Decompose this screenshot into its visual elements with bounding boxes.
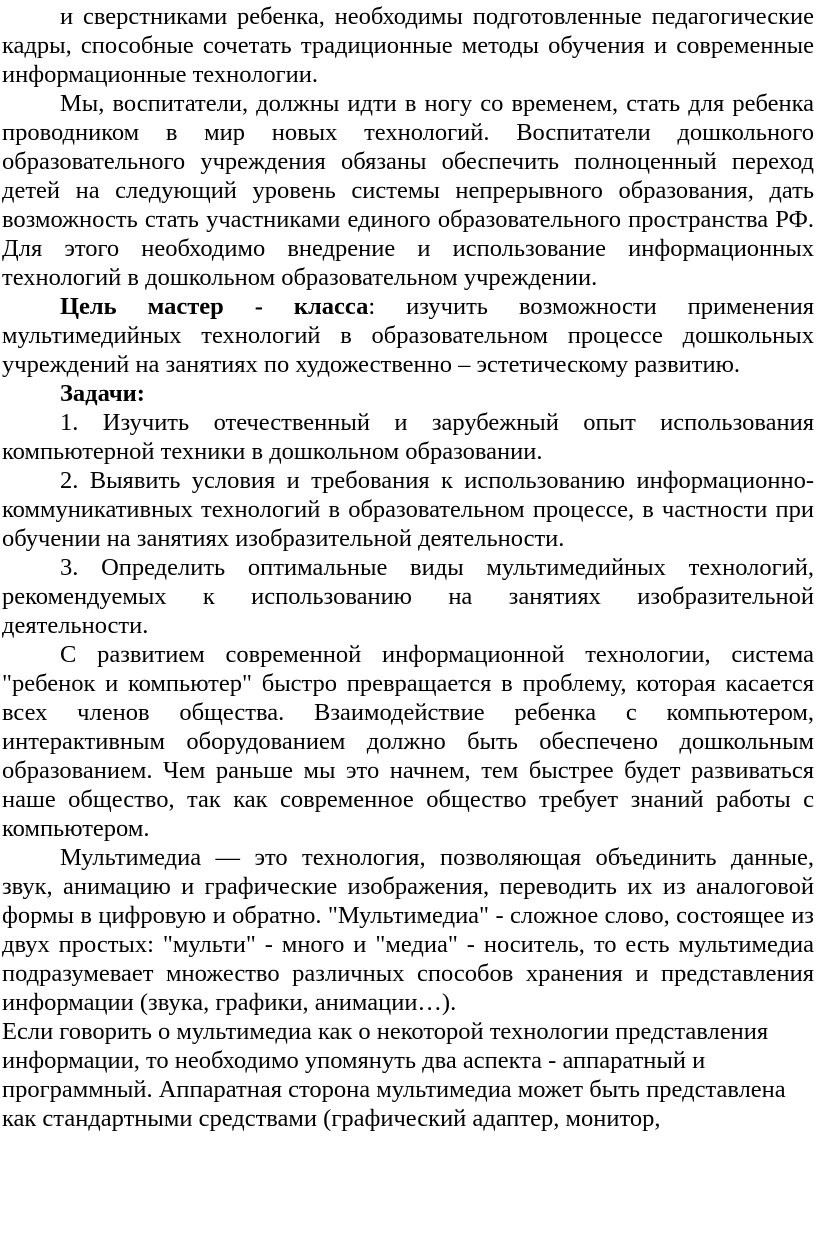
goal-label: Цель мастер - класса [60, 293, 369, 320]
paragraph-multimedia-definition: Мультимедиа — это технология, позволяющая объединить данные, звук, анимацию и графические изображения, переводить их из аналоговой формы в цифровую и обратно. "Мультимедиа" - сложное слово, состоящее из двух простых: "мульти" - много и "медиа" - носитель, то есть мультимедиа подразумевает множество различных способов хранения и представления информации (звука, графики, анимации…). [2, 844, 814, 1016]
paragraph-goal [2, 292, 814, 379]
paragraph-intro-continuation: и сверстниками ребенка, необходимы подготовленные педагогические кадры, способные сочетать традиционные методы обучения и современные информационные технологии. [2, 3, 814, 88]
goal-text: : изучить возможности применения мультимедийных технологий в образовательном процессе дошкольных учреждений на занятиях по художественно – эстетическому развитию. [2, 293, 814, 378]
paragraph-child-computer: С развитием современной информационной технологии, система "ребенок и компьютер" быстро превращается в проблему, которая касается всех членов общества. Взаимодействие ребенка с компьютером, интерактивным оборудованием должно быть обеспечено дошкольным образованием. Чем раньше мы это начнем, тем быстрее будет развиваться наше общество, так как современное общество требует знаний работы с компьютером. [2, 641, 814, 842]
task-item-2: 2. Выявить условия и требования к использованию информационно-коммуникативных технологий в образовательном процессе, в частности при обучении на занятиях изобразительной деятельности. [2, 467, 814, 552]
paragraph-educators: Мы, воспитатели, должны идти в ногу со временем, стать для ребенка проводником в мир новых технологий. Воспитатели дошкольного образовательного учреждения обязаны обеспечить полноценный переход детей на следующий уровень системы непрерывного образования, дать возможность стать участниками единого образовательного пространства РФ. Для этого необходимо внедрение и использование информационных технологий в дошкольном образовательном учреждении. [2, 90, 814, 291]
task-item-3: 3. Определить оптимальные виды мультимедийных технологий, рекомендуемых к использованию на занятиях изобразительной деятельности. [2, 554, 814, 639]
tasks-heading: Задачи: [60, 380, 145, 407]
task-item-1: 1. Изучить отечественный и зарубежный опыт использования компьютерной техники в дошкольном образовании. [2, 409, 814, 465]
paragraph-multimedia-aspects: Если говорить о мультимедиа как о некоторой технологии представления информации, то необходимо упомянуть два аспекта - аппаратный и программный. Аппаратная сторона мультимедиа может быть представлена как стандартными средствами (графический адаптер, монитор, [2, 1018, 786, 1132]
